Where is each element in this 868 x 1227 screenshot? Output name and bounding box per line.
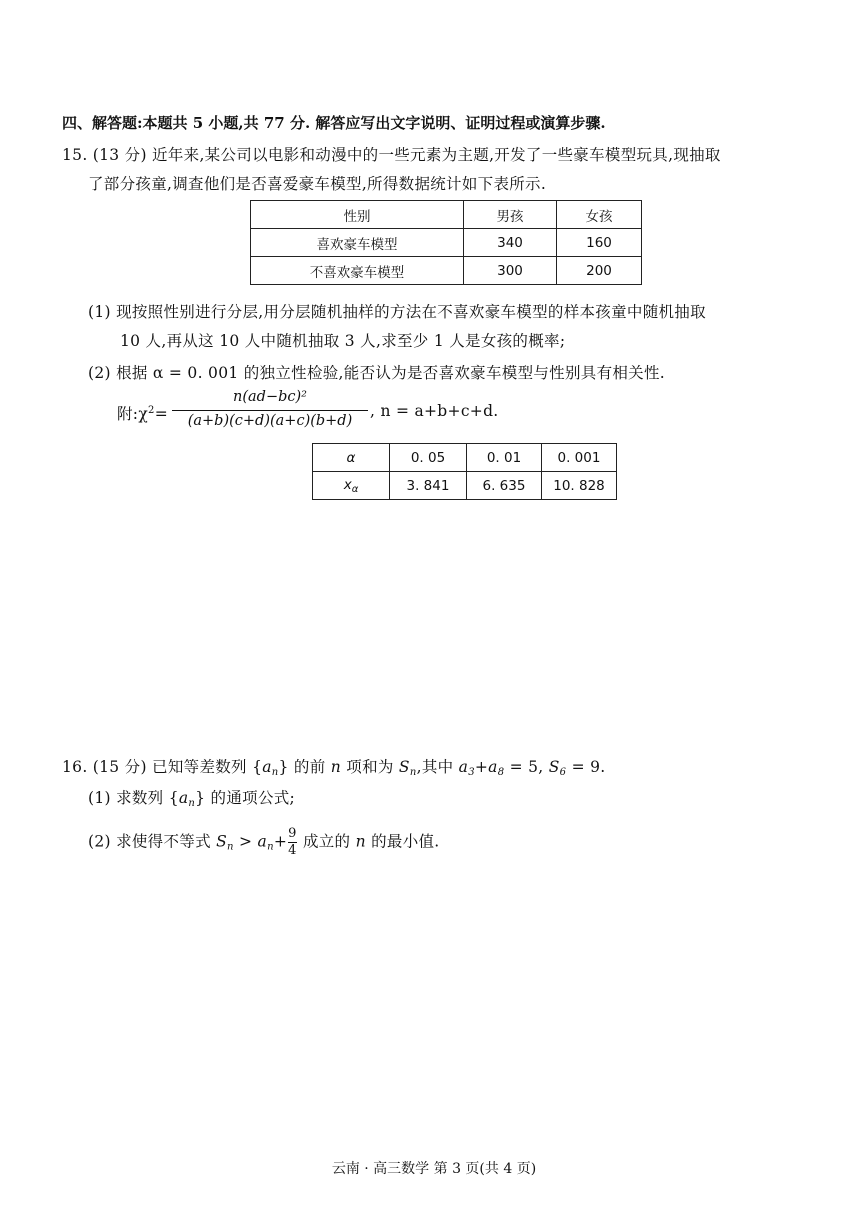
table-cell: 340 <box>464 229 557 257</box>
table-header-boys: 男孩 <box>464 201 557 229</box>
table-cell: 300 <box>464 257 557 285</box>
table-cell: $x_\alpha$ <box>313 472 390 500</box>
table-cell: α <box>313 444 390 472</box>
table-header-gender: 性别 <box>251 201 464 229</box>
table-cell: 0. 001 <box>542 444 617 472</box>
formula-denominator: (a+b)(c+d)(a+c)(b+d) <box>187 413 353 429</box>
appendix-label: 附$:\chi^2=$ <box>117 405 168 423</box>
table-cell: 160 <box>557 229 642 257</box>
formula-numerator: n(ad−bc)² <box>233 389 307 405</box>
table-row <box>313 472 617 500</box>
table-row <box>251 229 642 257</box>
table-cell: 10. 828 <box>542 472 617 500</box>
page-footer: 云南 · 高三数学 第 3 页(共 4 页) <box>331 1161 537 1177</box>
table-cell: 0. 05 <box>390 444 467 472</box>
survey-table <box>250 200 642 285</box>
q16-part2: (2) 求使得不等式 $S_n > a_n+$ $\frac{9}{4}$ 成立的 n 的最小值. <box>88 826 440 858</box>
table-header-girls: 女孩 <box>557 201 642 229</box>
critical-value-table <box>312 443 617 500</box>
table-cell: 6. 635 <box>467 472 542 500</box>
formula-fraction-bar <box>172 410 368 411</box>
table-cell: 0. 01 <box>467 444 542 472</box>
table-cell: 喜欢豪车模型 <box>251 229 464 257</box>
fraction-nine-quarters: $\frac{9}{4}$ <box>288 826 297 858</box>
table-row <box>251 257 642 285</box>
table-row <box>313 444 617 472</box>
formula-tail: , n = a+b+c+d. <box>370 402 499 420</box>
q15-part1-line1: (1) 现按照性别进行分层,用分层随机抽样的方法在不喜欢豪车模型的样本孩童中随机抽取 <box>88 303 706 321</box>
table-cell: 不喜欢豪车模型 <box>251 257 464 285</box>
q15-line1: 15. (13 分) 近年来,某公司以电影和动漫中的一些元素为主题,开发了一些豪车模型玩具,现抽取 <box>62 146 721 164</box>
table-cell: 200 <box>557 257 642 285</box>
table-cell: 3. 841 <box>390 472 467 500</box>
q15-part1-line2: 10 人,再从这 10 人中随机抽取 3 人,求至少 1 人是女孩的概率; <box>120 332 566 350</box>
q16-part1: (1) 求数列 $\{a_n\}$ 的通项公式; <box>88 789 296 809</box>
q16-line1: 16. (15 分) 已知等差数列 $\{a_n\}$ 的前 n 项和为 $S_n$,其中 $a_3+a_8 = 5$, $S_6 = 9$. <box>62 758 606 778</box>
table-row <box>251 201 642 229</box>
q15-line2: 了部分孩童,调查他们是否喜爱豪车模型,所得数据统计如下表所示. <box>88 175 547 193</box>
q15-part2: (2) 根据 α = 0. 001 的独立性检验,能否认为是否喜欢豪车模型与性别具有相关性. <box>88 364 666 382</box>
section-header: 四、解答题:本题共 5 小题,共 77 分. 解答应写出文字说明、证明过程或演算步骤. <box>62 114 606 132</box>
